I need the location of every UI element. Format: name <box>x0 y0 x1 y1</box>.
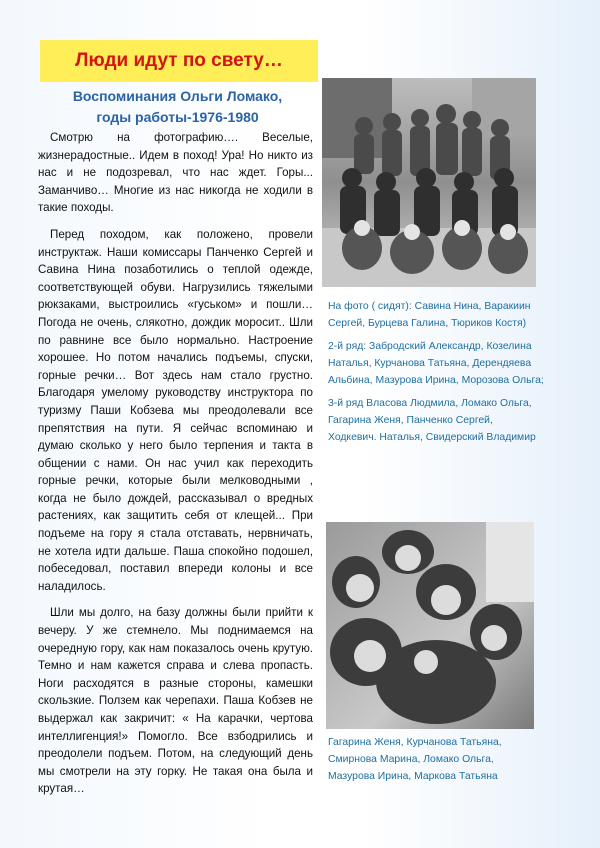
subtitle-line-1: Воспоминания Ольги Ломако, <box>72 88 283 104</box>
caption-1-row-2: 2-й ряд: Забродский Александр, Козелина Наталья, Курчанова Татьяна, Дерендяева Альбина, Мазурова Ирина, Морозова Ольга; <box>328 341 544 386</box>
photo-2-caption <box>328 734 543 791</box>
article-paragraph-3: Шли мы долго, на базу должны были прийти к вечеру. У же стемнело. Мы поднимаемся на очередную гору, как нам показалось очень крутую. Темно и нам кажется справа и слева пропасть. Ноги расходятся в разные стороны, камешки скользкие. Ползем как черепахи. Паша Кобзев не выдержал как закричит: « На карачки, чертова интеллигенция!» Помогло. Все взбодрились и преодолели подъем. Потом, на следующий день мы смотрели на эту горку. Не такая она была и крутая… <box>38 606 313 796</box>
title-banner <box>40 40 318 82</box>
article-paragraph-2: Перед походом, как положено, провели инструктаж. Наши комиссары Панченко Сергей и Савина Нина позаботились о теплой одежде, соответствующей обуви. Нагрузились тяжелыми рюкзаками, выстроились «гуськом» и пошли… Погода не очень, слякотно, дождик моросит.. Шли по равнине все было нормально. Настроение хорошее. Но потом начались подъемы, спуски, горные речки… Вот здесь нам стало грустно. Благодаря умелому руководству инструктора по туризму Паши Кобзева мы преодолевали все препятствия на пути. Я сейчас вспоминаю и думаю сколько у него было терпения и такта в общении с нами. Он нас учил как переходить горные речки, которые были мелководными , когда не было дождей, рассказывал о вредных растениях, как защитить себя от клещей... При подъеме на гору я стала отставать, нервничать, не хотела идти дальше. Паша спокойно подошел, побеседовал, поставил впереди колоны и все наладилось. <box>38 227 313 593</box>
caption-1-row-seated: На фото ( сидят): Савина Нина, Варакиин Сергей, Бурцева Галина, Тюриков Костя) <box>328 301 531 329</box>
caption-1-row-3: 3-й ряд Власова Людмила, Ломако Ольга, Гагарина Женя, Панченко Сергей, Ходкевич. Наталья, Свидерский Владимир <box>328 398 536 443</box>
subtitle-line-2: годы работы-1976-1980 <box>96 109 259 125</box>
group-photo-1 <box>322 78 536 287</box>
article-subtitle <box>40 86 315 128</box>
group-photo-2 <box>326 522 534 729</box>
photo-1-caption <box>328 298 544 452</box>
page-title: Люди идут по свету… <box>75 50 283 71</box>
article-paragraph-1: Смотрю на фотографию…. Веселые, жизнерадостные.. Идем в поход! Ура! Но никто из нас и не подозревал, что нас ждет. Горы... Заманчиво… Многие из нас никогда не ходили в такие походы. <box>38 131 313 215</box>
article-body <box>38 129 313 807</box>
caption-2-names: Гагарина Женя, Курчанова Татьяна, Смирнова Марина, Ломако Ольга, Мазурова Ирина, Маркова Татьяна <box>328 737 502 782</box>
